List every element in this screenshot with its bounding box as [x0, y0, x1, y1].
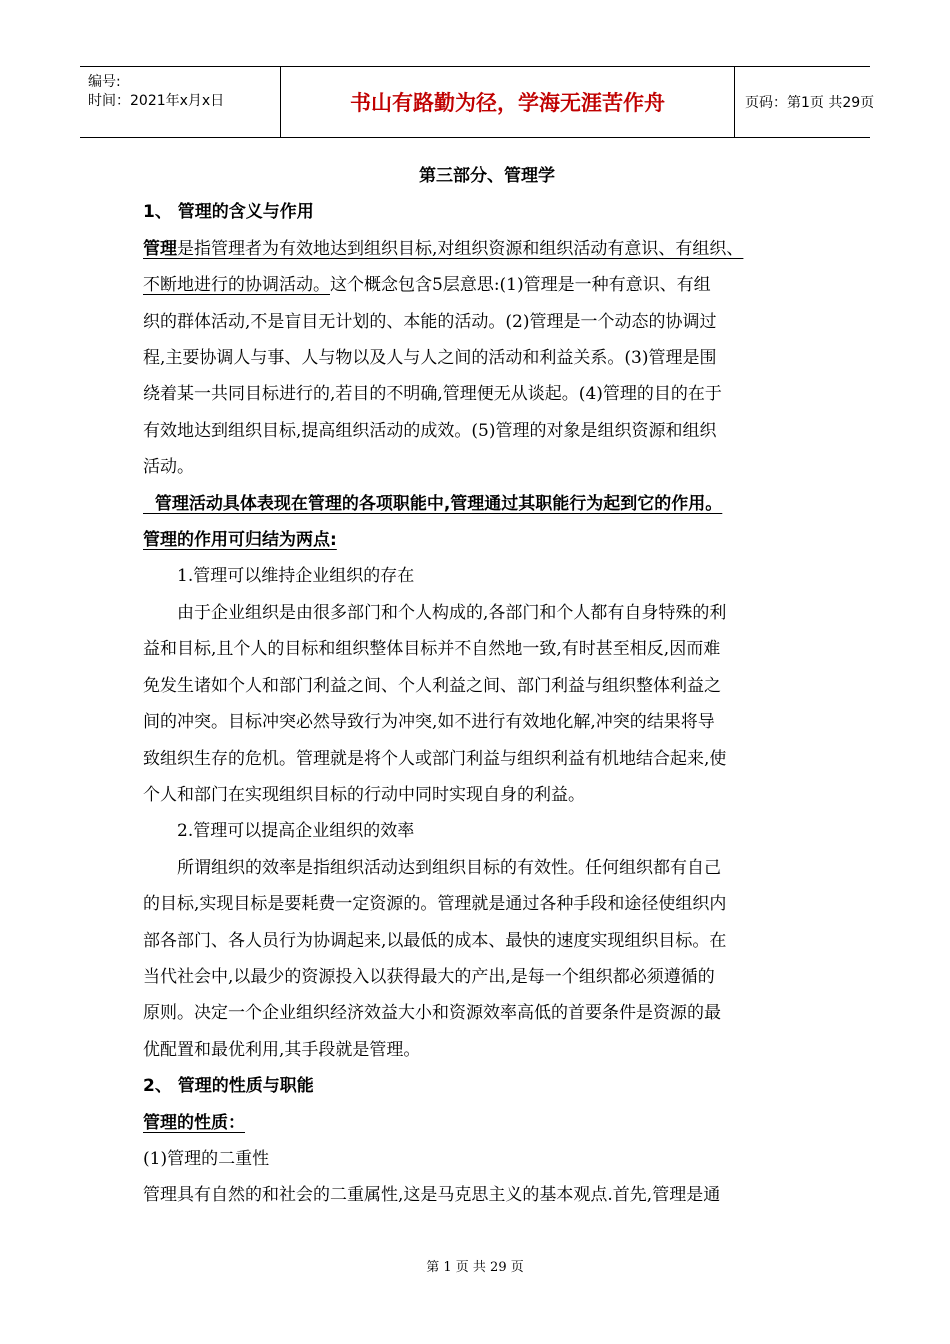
definition-text: 这个概念包含5层意思:(1)管理是一种有意识、有组 — [330, 275, 711, 296]
paragraph-line: 程,主要协调人与事、人与物以及人与人之间的活动和利益关系。(3)管理是围 — [143, 348, 717, 369]
paragraph-line: 益和目标,且个人的目标和组织整体目标并不自然地一致,有时甚至相反,因而难 — [143, 639, 721, 660]
definition-line-2 — [143, 267, 831, 303]
paragraph-line: 当代社会中,以最少的资源投入以获得最大的产出,是每一个组织都必须遵循的 — [143, 966, 715, 987]
paragraph-line: 个人和部门在实现组织目标的行动中同时实现自身的利益。 — [143, 784, 585, 805]
document-body — [143, 158, 831, 1214]
paragraph-line: 间的冲突。目标冲突必然导致行为冲突,如不进行有效地化解,冲突的结果将导 — [143, 712, 715, 733]
role-1-title: 1.管理可以维持企业组织的存在 — [177, 566, 415, 587]
date-line: 时间：2021年x月x日 — [88, 93, 225, 109]
header-meta-cell — [80, 67, 280, 137]
paragraph-line: 活动。 — [143, 457, 194, 478]
term-management: 管理 — [143, 238, 177, 259]
paragraph-line: 绕着某一共同目标进行的,若目的不明确,管理便无从谈起。(4)管理的目的在于 — [143, 384, 722, 405]
document-header — [80, 66, 875, 138]
header-motto: 书山有路勤为径，学海无涯苦作舟 — [280, 67, 735, 137]
paragraph-line: 由于企业组织是由很多部门和个人构成的,各部门和个人都有自身特殊的利 — [177, 602, 727, 623]
roles-heading: 管理的作用可归结为两点: — [143, 530, 337, 551]
section-1-heading: 1、 管理的含义与作用 — [143, 202, 314, 223]
paragraph-line: 免发生诸如个人和部门利益之间、个人利益之间、部门利益与组织整体利益之 — [143, 675, 721, 696]
section-2-heading: 2、 管理的性质与职能 — [143, 1076, 314, 1097]
header-page-code: 页码：第1页 共29页 — [745, 95, 875, 111]
definition-text: 是指管理者为有效地达到组织目标,对组织资源和组织活动有意识、有组织、 — [177, 238, 744, 259]
role-2-title: 2.管理可以提高企业组织的效率 — [177, 821, 415, 842]
page-title: 第三部分、管理学 — [419, 166, 555, 186]
paragraph-line: 部各部门、各人员行为协调起来,以最低的成本、最快的速度实现组织目标。在 — [143, 930, 727, 951]
dual-nature-title: (1)管理的二重性 — [143, 1148, 270, 1169]
definition-underlined: 不断地进行的协调活动。 — [143, 275, 330, 296]
paragraph-line: 管理具有自然的和社会的二重属性,这是马克思主义的基本观点.首先,管理是通 — [143, 1185, 721, 1206]
paragraph-line: 有效地达到组织目标,提高组织活动的成效。(5)管理的对象是组织资源和组织 — [143, 420, 717, 441]
paragraph-line: 所谓组织的效率是指组织活动达到组织目标的有效性。任何组织都有自己 — [177, 857, 721, 878]
number-label: 编号: — [88, 74, 121, 90]
paragraph-line: 的目标,实现目标是要耗费一定资源的。管理就是通过各种手段和途径使组织内 — [143, 894, 727, 915]
definition-line-1 — [143, 231, 831, 267]
paragraph-line: 织的群体活动,不是盲目无计划的、本能的活动。(2)管理是一个动态的协调过 — [143, 311, 717, 332]
nature-heading: 管理的性质： — [143, 1112, 245, 1133]
paragraph-line: 原则。决定一个企业组织经济效益大小和资源效率高低的首要条件是资源的最 — [143, 1003, 721, 1024]
paragraph-line: 优配置和最优利用,其手段就是管理。 — [143, 1039, 421, 1060]
bold-statement: 管理活动具体表现在管理的各项职能中,管理通过其职能行为起到它的作用。 — [143, 493, 723, 514]
page-footer: 第 1 页 共 29 页 — [426, 1260, 524, 1275]
paragraph-line: 致组织生存的危机。管理就是将个人或部门利益与组织利益有机地结合起来,使 — [143, 748, 727, 769]
